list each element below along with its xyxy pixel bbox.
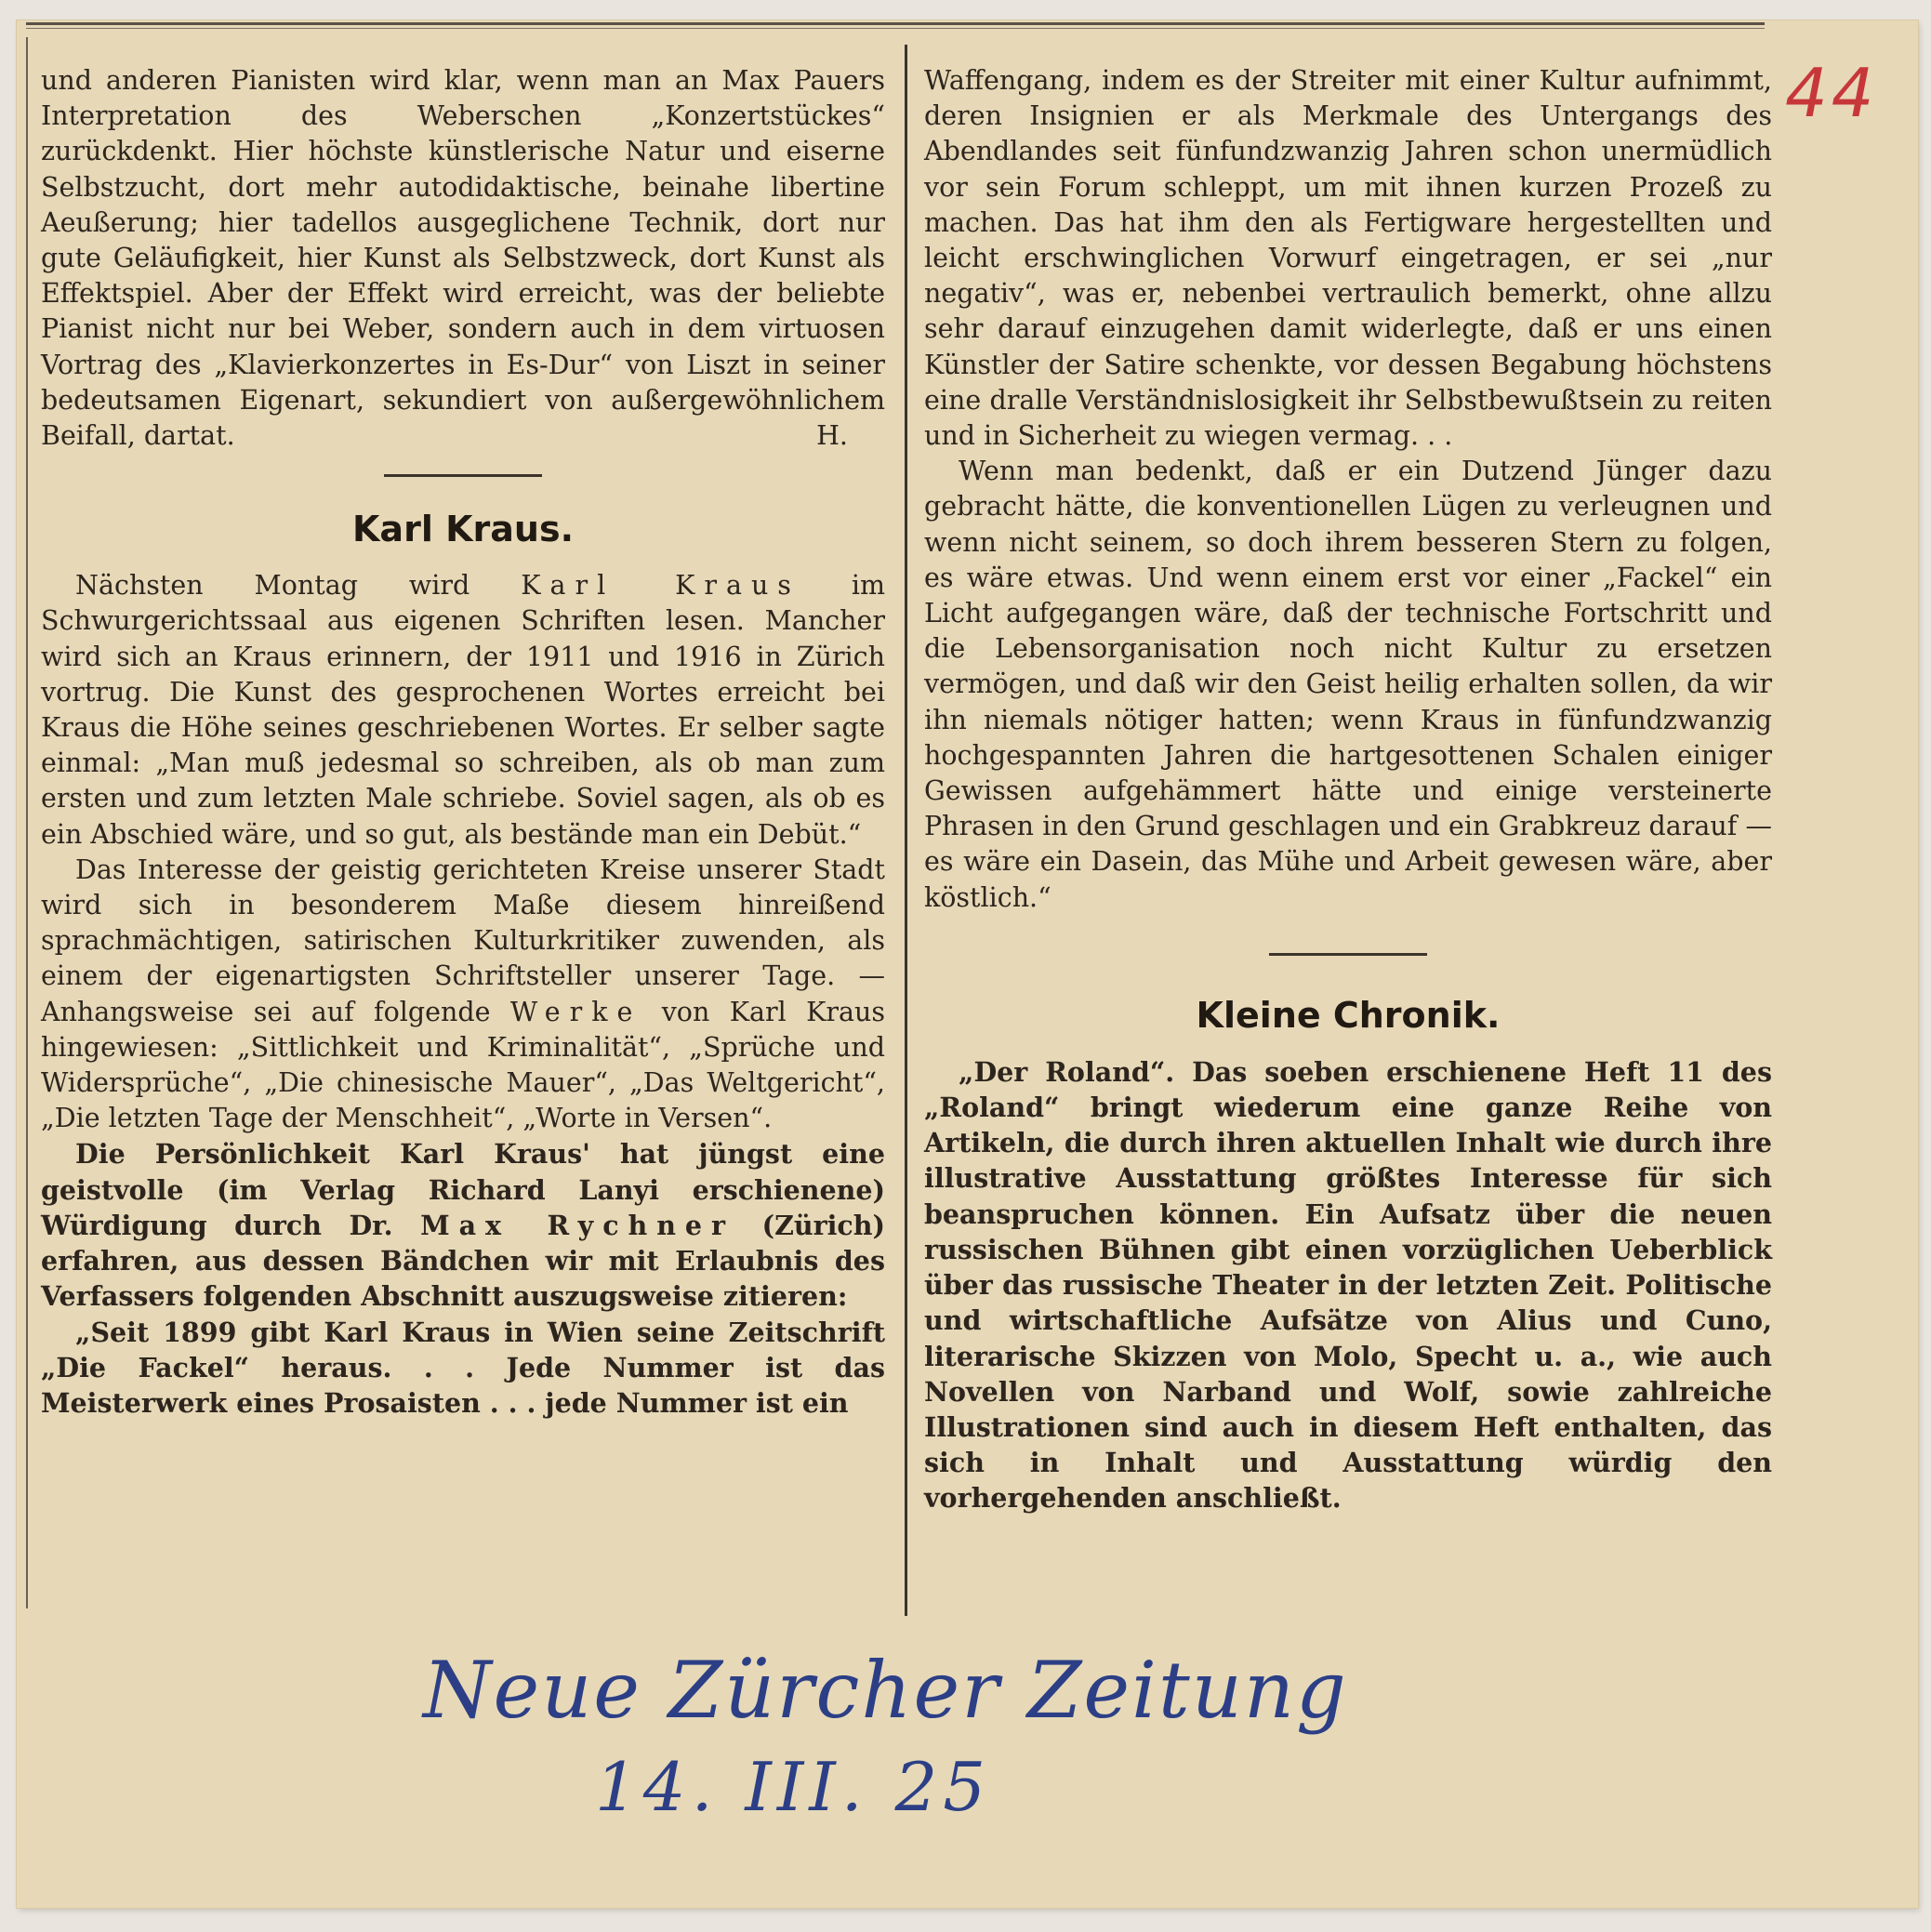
- p3-name: Max Rychner: [420, 1209, 735, 1241]
- article-heading-kleine-chronik: Kleine Chronik.: [1196, 994, 1501, 1036]
- chronik-paragraph: [924, 1054, 1772, 1516]
- paragraph-4: „Seit 1899 gibt Karl Kraus in Wien seine Zeitschrift „Die Fackel“ heraus. . . Jede Nummer ist das Meisterwerk eines Prosaisten . . . jede Nummer ist ein: [41, 1316, 885, 1419]
- p2-werke: Werke: [509, 996, 642, 1027]
- handwritten-date: 14. III. 25: [595, 1748, 992, 1826]
- chronik-text: Das soeben erschienene Heft 11 des „Roland“ bringt wiederum eine ganze Reihe von Artikeln, die durch ihren aktuellen Inhalt wie durch ihre illustrative Ausstattung größtes Interesse für sich beanspruchen können. Ein Aufsatz über die neuen russischen Bühnen gibt einen vorzüglichen Ueberblick über das russische Theater in der letzten Zeit. Politische und wirtschaftliche Aufsätze von Alius und Cuno, literarische Skizzen von Molo, Specht u. a., wie auch Novellen von Narband und Wolf, sowie zahlreiche Illustrationen sind auch in diesem Heft enthalten, das sich in Inhalt und Ausstattung würdig den vorhergehenden anschließt.: [924, 1055, 1772, 1515]
- p3-start: Die Persönlichkeit Karl Kraus' hat jüngst eine geistvolle (im Verlag Richard Lanyi erschienene) Würdigung durch Dr.: [41, 1138, 885, 1241]
- paragraph-3: [41, 1136, 885, 1314]
- right-paragraph-2: Wenn man bedenkt, daß er ein Dutzend Jünger dazu gebracht hätte, die konventionellen Lügen zu verleugnen und wenn nicht seinem, so doch ihrem besseren Stern zu folgen, es wäre etwas. Und wenn einem erst vor einer „Fackel“ ein Licht aufgegangen wäre, daß der technische Fortschritt und die Lebensorganisation noch nicht Kultur zu ersetzen vermögen, und daß wir den Geist heilig erhalten sollen, da wir ihn niemals nötiger hatten; wenn Kraus in fünfundzwanzig hochgespannten Jahren die hartgesottenen Schalen einiger Gewissen aufgehämmert hätte und einige versteinerte Phrasen in den Grund geschlagen und ein Grabkreuz darauf — es wäre ein Dasein, das Mühe und Arbeit gewesen wäre, aber köstlich.“: [924, 456, 1772, 913]
- review-signature: H.: [816, 420, 848, 452]
- top-border-rule: [26, 22, 1765, 25]
- column-divider: [905, 45, 907, 1616]
- top-border-rule-thin: [26, 28, 1765, 29]
- p1-rest: im Schwurgerichtssaal aus eigenen Schriften lesen. Mancher wird sich an Kraus erinnern, der 1911 und 1916 in Zürich vortrug. Die Kunst des gesprochenen Wortes erreicht bei Kraus die Höhe seines geschriebenen Wortes. Er selber sagte einmal: „Man muß jedesmal so schreiben, als ob man zum ersten und zum letzten Male schriebe. Soviel sagen, als ob es ein Abschied wäre, und so gut, als bestände man ein Debüt.“: [41, 570, 885, 850]
- right-column: [924, 63, 1772, 1516]
- chronik-title: „Der Roland“.: [959, 1055, 1175, 1088]
- section-rule: [384, 474, 542, 477]
- paragraph-2: [41, 853, 885, 1137]
- article-heading-karl-kraus: Karl Kraus.: [351, 509, 575, 550]
- review-text: und anderen Pianisten wird klar, wenn man an Max Pauers Interpretation des Weberschen „Konzertstückes“ zurückdenkt. Hier höchste künstlerische Natur und eiserne Selbstzucht, dort mehr autodidaktische, beinahe libertine Aeußerung; hier tadellos ausgeglichene Technik, dort nur gute Geläufigkeit, hier Kunst als Selbstzweck, dort Kunst als Effektspiel. Aber der Effekt wird erreicht, was der beliebte Pianist nicht nur bei Weber, sondern auch in dem virtuosen Vortrag des „Klavierkonzertes in Es-Dur“ von Liszt in seiner bedeutsamen Eigenart, sekundiert von außergewöhnlichem Beifall, dartat.: [41, 65, 885, 452]
- p3-rest: (Zürich) erfahren, aus dessen Bändchen wir mit Erlaubnis des Verfassers folgenden Abschnitt auszugsweise zitieren:: [41, 1209, 885, 1313]
- right-paragraph-1: Waffengang, indem es der Streiter mit einer Kultur aufnimmt, deren Insignien er als Merkmale des Untergangs des Abendlandes seit fünfundzwanzig Jahren schon unermüdlich vor sein Forum schleppt, um mit ihnen kurzen Prozeß zu machen. Das hat ihm den als Fertigware hergestellten und leicht erschwinglichen Vorwurf eingetragen, er sei „nur negativ“, was er, nebenbei vertraulich bemerkt, ohne allzu sehr darauf einzugehen damit widerlegte, daß er uns einen Künstler der Satire schenkte, vor dessen Begabung höchstens eine dralle Verständnislosigkeit ihr Selbstbewußtsein zu reiten und in Sicherheit zu wiegen vermag. . .: [924, 65, 1772, 452]
- p2-rest: von Karl Kraus hingewiesen: „Sittlichkeit und Kriminalität“, „Sprüche und Widersprüche“, „Die chinesische Mauer“, „Das Weltgericht“, „Die letzten Tage der Menschheit“, „Worte in Versen“.: [41, 996, 885, 1134]
- left-column: [41, 63, 885, 1421]
- p2-start: Das Interesse der geistig gerichteten Kreise unserer Stadt wird sich in besonderem Maße diesem hinreißend sprachmächtigen, satirischen Kulturkritiker zuwenden, als einem der eigenartigsten Schriftsteller unserer Tage. — Anhangsweise sei auf folgende: [41, 854, 885, 1027]
- p1-name: Karl Kraus: [521, 570, 800, 602]
- paragraph-1: [41, 568, 885, 853]
- left-border-rule: [26, 37, 28, 1608]
- handwritten-source: Neue Zürcher Zeitung: [423, 1645, 1348, 1736]
- review-paragraph: [41, 63, 885, 454]
- page-number: 44: [1785, 54, 1878, 132]
- p1-start: Nächsten Montag wird: [75, 570, 522, 602]
- section-rule: [1269, 953, 1427, 956]
